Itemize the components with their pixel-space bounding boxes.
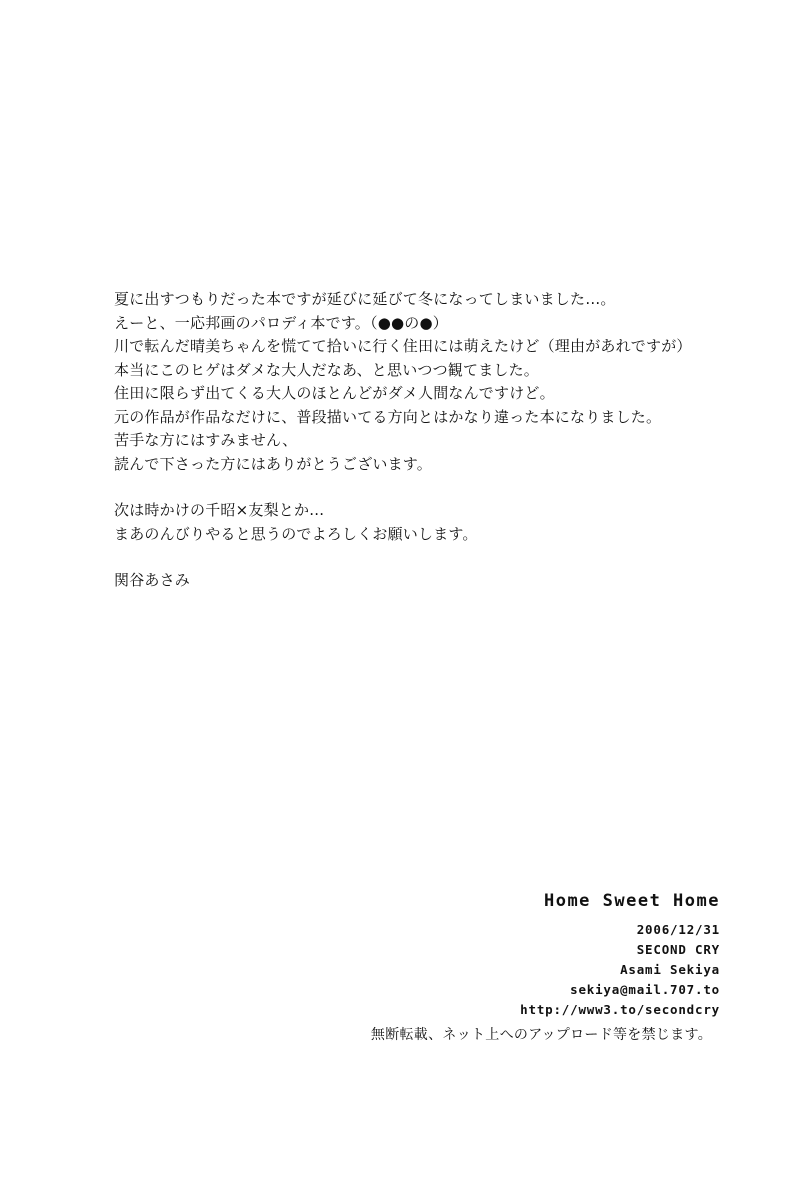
website-url: http://www3.to/secondcry bbox=[520, 1002, 720, 1017]
author-name: Asami Sekiya bbox=[620, 962, 720, 977]
circle-name: SECOND CRY bbox=[636, 942, 720, 957]
afterword-line: 元の作品が作品なだけに、普段描いてる方向とはかなり違った本になりました。 bbox=[114, 407, 662, 426]
afterword-line: 読んで下さった方にはありがとうございます。 bbox=[114, 454, 433, 473]
afterword-text bbox=[114, 288, 754, 593]
afterword-line: まあのんびりやると思うのでよろしくお願いします。 bbox=[114, 524, 478, 543]
copyright-notice: 無断転載、ネット上へのアップロード等を禁じます。 bbox=[370, 1027, 712, 1043]
author-signature: 関谷あさみ bbox=[114, 571, 191, 589]
paragraph-gap bbox=[114, 546, 754, 569]
afterword-line: 川で転んだ晴美ちゃんを慌てて拾いに行く住田には萌えたけど（理由があれですが） bbox=[114, 337, 692, 355]
afterword-line: 住田に限らず出てくる大人のほとんどがダメ人間なんですけど。 bbox=[114, 384, 555, 402]
publication-date: 2006/12/31 bbox=[636, 922, 720, 937]
colophon bbox=[520, 888, 720, 1020]
afterword-line: 苦手な方にはすみません、 bbox=[114, 431, 298, 449]
afterword-line: 次は時かけの千昭×友梨とか… bbox=[114, 501, 325, 519]
book-title: Home Sweet Home bbox=[543, 891, 720, 911]
afterword-line: えーと、一応邦画のパロディ本です。（●●の●） bbox=[114, 313, 448, 332]
contact-email: sekiya@mail.707.to bbox=[570, 982, 720, 997]
paragraph-gap bbox=[114, 476, 754, 499]
afterword-line: 本当にこのヒゲはダメな大人だなあ、と思いつつ観てました。 bbox=[114, 360, 540, 379]
afterword-line: 夏に出すつもりだった本ですが延びに延びて冬になってしまいました…。 bbox=[114, 290, 616, 308]
